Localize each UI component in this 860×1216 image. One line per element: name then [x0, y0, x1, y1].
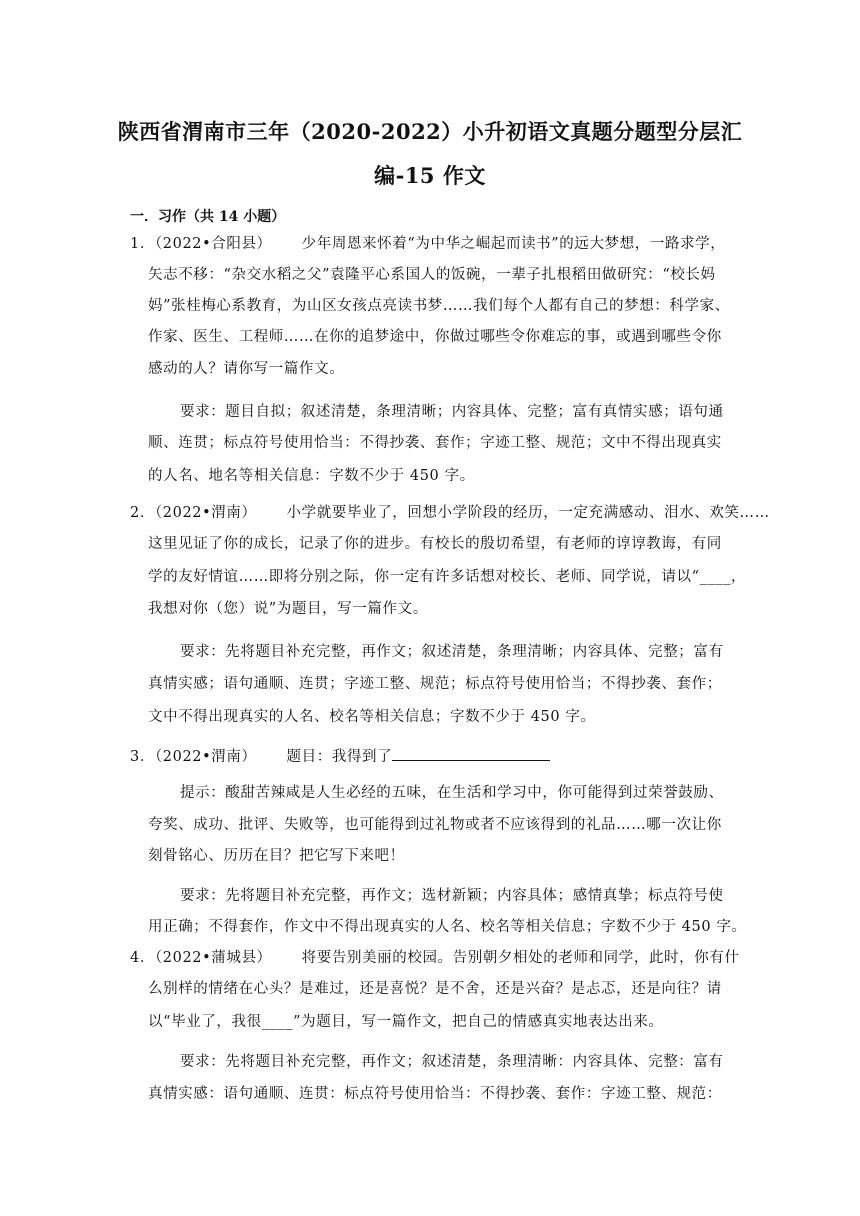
question-hint-line: 夸奖、成功、批评、失败等，也可能得到过礼物或者不应该得到的礼品……哪一次让你 [148, 817, 722, 833]
question-prompt-line: 么别样的情绪在心头？是难过，还是喜悦？是不舍，还是兴奋？是忐忑，还是向往？请 [148, 981, 722, 997]
question-source: （2022•蒲城县） [154, 950, 272, 966]
question-requirement-line: 真情实感：语句通顺、连贯：标点符号使用恰当：不得抄袭、套作：字迹工整、规范： [148, 1086, 722, 1102]
question-source: （2022•渭南） [154, 749, 257, 765]
document-title-line-2: 编-15 作文 [374, 163, 486, 188]
fill-in-blank [392, 746, 550, 761]
question-requirement-line: 要求：题目自拟；叙述清楚，条理清晰；内容具体、完整；富有真情实感；语句通 [180, 404, 724, 420]
question-4-first-line [130, 951, 740, 966]
question-hint-line: 刻骨铭心、历历在目？把它写下来吧！ [148, 848, 405, 864]
question-requirement-line: 用正确；不得套作，作文中不得出现真实的人名、校名等相关信息；字数不少于 450 字。 [148, 919, 747, 935]
question-topic-label: 题目：我得到了 [286, 749, 393, 765]
question-number: 2． [130, 505, 155, 521]
question-source: （2022•渭南） [154, 505, 257, 521]
section-heading: 一．习作（共 14 小题） [130, 209, 286, 225]
question-prompt-line: 感动的人？请你写一篇作文。 [148, 361, 345, 377]
question-prompt-line: 以“毕业了，我很____”为题目，写一篇作文，把自己的情感真实地表达出来。 [148, 1014, 664, 1030]
question-source: （2022•合阳县） [154, 236, 272, 252]
question-requirement-line: 文中不得出现真实的人名、校名等相关信息；字数不少于 450 字。 [148, 709, 596, 725]
question-3-first-line [130, 746, 550, 765]
question-prompt-line: 作家、医生、工程师……在你的追梦途中，你做过哪些令你难忘的事，或遇到哪些令你 [148, 329, 722, 345]
question-requirement-line: 要求：先将题目补充完整，再作文；选材新颖；内容具体；感情真挚；标点符号使 [180, 888, 724, 904]
question-prompt-line: 将要告别美丽的校园。告别朝夕相处的老师和同学，此时，你有什 [301, 950, 740, 966]
question-prompt-line: 妈”张桂梅心系教育，为山区女孩点亮读书梦……我们每个人都有自己的梦想：科学家、 [148, 298, 730, 314]
question-requirement-line: 顺、连贯；标点符号使用恰当：不得抄袭、套作；字迹工整、规范；文中不得出现真实 [148, 435, 722, 451]
question-prompt-line: 矢志不移：“杂交水稻之父”袁隆平心系国人的饭碗，一辈子扎根稻田做研究：“校长妈 [148, 267, 716, 283]
question-number: 3． [130, 749, 155, 765]
question-prompt-line: 我想对你（您）说”为题目，写一篇作文。 [148, 601, 428, 617]
document-title-line-1: 陕西省渭南市三年（2020-2022）小升初语文真题分题型分层汇 [117, 119, 743, 144]
question-prompt-line: 小学就要毕业了，回想小学阶段的经历，一定充满感动、泪水、欢笑…… [286, 505, 770, 521]
question-requirement-line: 要求：先将题目补充完整，再作文；叙述清楚，条理清晰：内容具体、完整：富有 [180, 1054, 724, 1070]
question-requirement-line: 的人名、地名等相关信息：字数不少于 450 字。 [148, 468, 475, 484]
question-1-first-line [130, 237, 725, 252]
question-hint-line: 提示：酸甜苦辣咸是人生必经的五味，在生活和学习中，你可能得到过荣誉鼓励、 [180, 785, 724, 801]
question-prompt-line: 少年周恩来怀着“为中华之崛起而读书”的远大梦想，一路求学， [301, 236, 726, 252]
question-number: 1． [130, 236, 155, 252]
question-prompt-line: 学的友好情谊……即将分别之际，你一定有许多话想对校长、老师、同学说，请以“____， [148, 569, 747, 585]
question-requirement-line: 要求：先将题目补充完整，再作文；叙述清楚，条理清晰；内容具体、完整；富有 [180, 644, 724, 660]
question-requirement-line: 真情实感；语句通顺、连贯；字迹工整、规范；标点符号使用恰当；不得抄袭、套作； [148, 676, 722, 692]
question-number: 4． [130, 950, 155, 966]
question-2-first-line [130, 506, 770, 521]
question-prompt-line: 这里见证了你的成长，记录了你的进步。有校长的殷切希望，有老师的谆谆教诲，有同 [148, 536, 722, 552]
